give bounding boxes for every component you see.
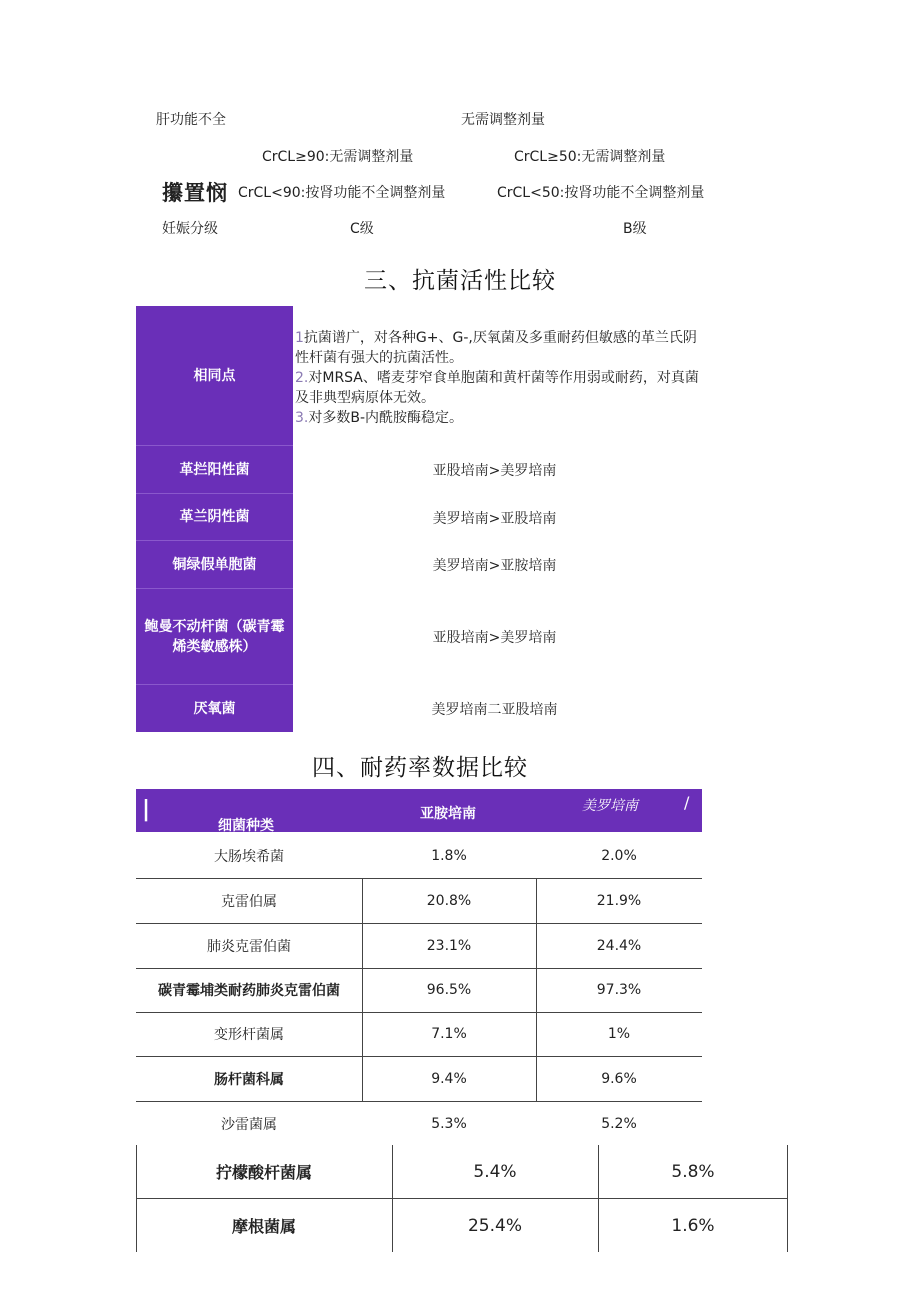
imipenem-rate: 25.4%	[467, 1215, 522, 1236]
header-meropenem: 美罗培南	[582, 798, 638, 814]
bacteria-name: 肺炎克雷伯菌	[207, 939, 291, 955]
activity-row-label: 革拦阳性菌	[136, 446, 293, 494]
imipenem-rate: 5.4%	[473, 1161, 517, 1182]
renal-label: 攥置悯	[162, 181, 228, 205]
bacteria-name: 肠杆菌科属	[214, 1072, 284, 1088]
meropenem-rate: 1%	[607, 1026, 631, 1042]
activity-row	[136, 541, 696, 589]
bacteria-name: 大肠埃希菌	[214, 849, 284, 865]
bacteria-name: 沙雷菌属	[221, 1117, 277, 1133]
header-mark-right: /	[684, 793, 690, 812]
table-row	[136, 1145, 788, 1198]
activity-row-value: 美罗培南>亚股培南	[432, 510, 557, 527]
table-row	[136, 1199, 788, 1252]
activity-row	[136, 494, 696, 541]
header-mark-left: |	[142, 797, 151, 822]
activity-row	[136, 446, 696, 494]
table-row	[136, 1057, 702, 1102]
activity-row-value: 亚股培南>美罗培南	[432, 463, 557, 479]
liver-label: 肝功能不全	[156, 112, 226, 128]
header-imipenem: 亚胺培南	[420, 806, 476, 822]
renal-meropenem-low: CrCL<50:按肾功能不全调整剂量	[497, 185, 705, 201]
resistance-table	[136, 834, 702, 1146]
renal-imipenem-low: CrCL<90:按肾功能不全调整剂量	[238, 185, 446, 201]
table-row	[136, 968, 702, 1013]
imipenem-rate: 7.1%	[431, 1026, 467, 1042]
header-bacteria-type: 细菌种类	[218, 818, 274, 834]
same-point-item: 2.对MRSA、嗜麦芽窄食单胞菌和黄杆菌等作用弱或耐药，对真菌及非典型病原体无效。	[295, 370, 699, 406]
section3-title: 三、抗菌活性比较	[364, 268, 556, 294]
bacteria-name: 摩根菌属	[231, 1217, 296, 1236]
resistance-table-continued	[136, 1145, 788, 1252]
imipenem-rate: 20.8%	[426, 893, 472, 909]
bacteria-name: 克雷伯属	[221, 894, 277, 910]
same-point-item: 3.对多数B-内酰胺酶稳定。	[295, 410, 464, 426]
activity-row-value: 亚股培南>美罗培南	[432, 630, 557, 646]
activity-row-label: 厌氧菌	[136, 685, 293, 732]
pregnancy-label: 妊娠分级	[162, 221, 218, 237]
bacteria-name: 变形杆菌属	[214, 1027, 284, 1043]
meropenem-rate: 2.0%	[601, 848, 637, 864]
activity-table	[136, 306, 699, 732]
meropenem-rate: 5.2%	[601, 1116, 637, 1132]
meropenem-rate: 1.6%	[671, 1215, 715, 1236]
meropenem-rate: 97.3%	[596, 982, 642, 998]
meropenem-rate: 5.8%	[671, 1161, 715, 1182]
activity-row	[136, 685, 696, 732]
liver-value: 无需调整剂量	[461, 112, 545, 128]
section4-title: 四、耐药率数据比较	[312, 755, 528, 781]
imipenem-rate: 23.1%	[426, 938, 472, 954]
same-points-list	[295, 328, 705, 428]
imipenem-rate: 9.4%	[431, 1071, 467, 1087]
activity-row-label: 鲍曼不动杆菌（碳青霉烯类敏感株）	[136, 589, 293, 685]
bacteria-name: 拧檬酸杆菌属	[215, 1163, 312, 1182]
pregnancy-imipenem: C级	[350, 221, 374, 237]
resistance-table-header	[136, 789, 702, 832]
table-row	[136, 924, 702, 969]
pregnancy-meropenem: B级	[623, 221, 647, 237]
activity-row	[136, 589, 696, 685]
bacteria-name: 碳青霉埔类耐药肺炎克雷伯菌	[158, 983, 340, 999]
imipenem-rate: 1.8%	[431, 848, 467, 864]
meropenem-rate: 9.6%	[601, 1071, 637, 1087]
imipenem-rate: 96.5%	[426, 982, 472, 998]
table-row	[136, 1102, 702, 1146]
meropenem-rate: 21.9%	[596, 893, 642, 909]
activity-row-label: 铜绿假单胞菌	[136, 541, 293, 589]
activity-row-value: 美罗培南二亚股培南	[431, 701, 558, 718]
meropenem-rate: 24.4%	[596, 938, 642, 954]
imipenem-rate: 5.3%	[431, 1116, 467, 1132]
table-row	[136, 1012, 702, 1057]
same-point-item: 1抗菌谱广，对各种G+、G-,厌氧菌及多重耐药但敏感的革兰氏阴性杆菌有强大的抗菌活性。	[295, 330, 697, 366]
renal-meropenem-high: CrCL≥50:无需调整剂量	[514, 149, 666, 165]
table-row	[136, 879, 702, 924]
activity-row-value: 美罗培南>亚胺培南	[432, 558, 557, 574]
activity-row-label: 革兰阴性菌	[136, 494, 293, 541]
table-row	[136, 834, 702, 879]
same-points-label: 相同点	[136, 306, 293, 446]
renal-imipenem-high: CrCL≥90:无需调整剂量	[262, 149, 414, 165]
